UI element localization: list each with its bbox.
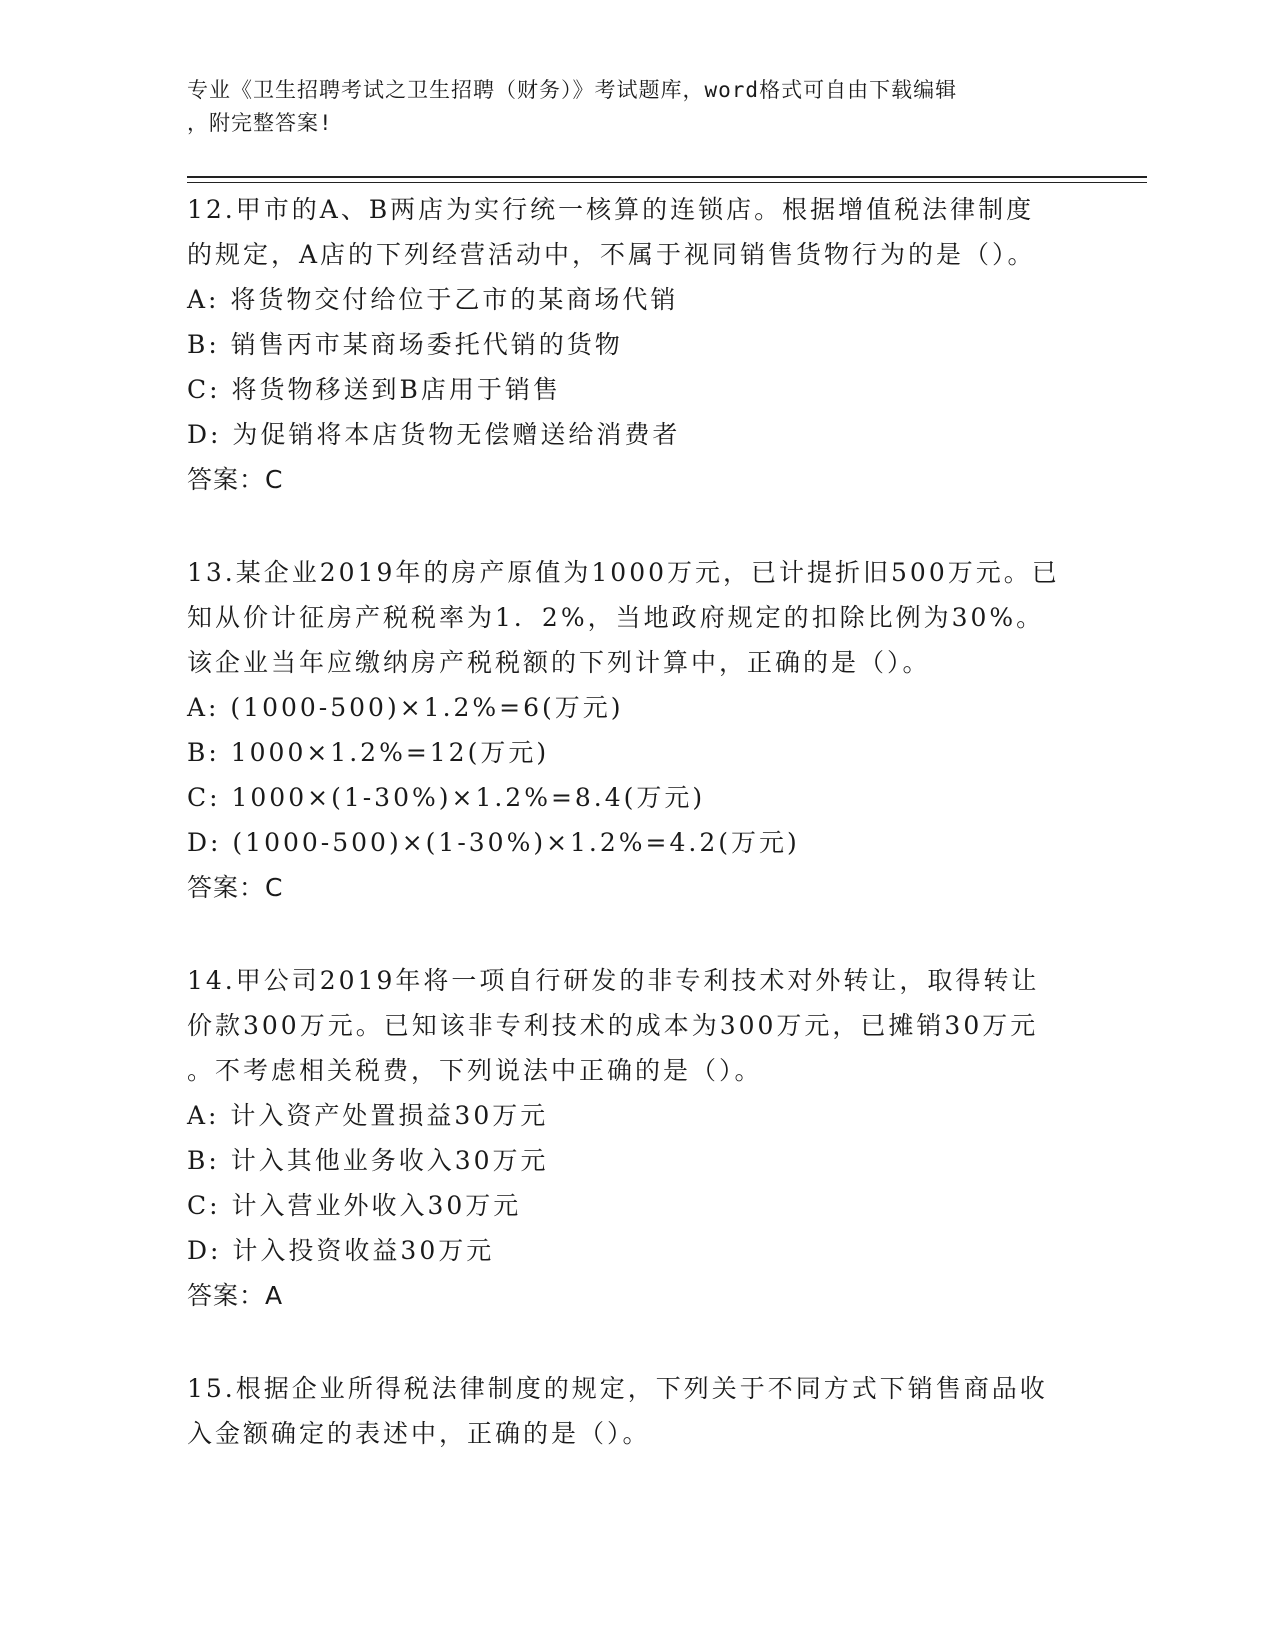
option-a: A: 计入资产处置损益30万元 xyxy=(187,1101,549,1130)
header-divider xyxy=(187,176,1147,178)
option-b: B: 1000×1.2%=12(万元) xyxy=(187,738,550,767)
option-a: A: (1000-500)×1.2%=6(万元) xyxy=(187,693,624,722)
header-line: 专业《卫生招聘考试之卫生招聘（财务）》考试题库，word格式可自由下载编辑 xyxy=(187,78,958,102)
option-b: B: 销售丙市某商场委托代销的货物 xyxy=(187,330,623,359)
option-c: C: 1000×(1-30%)×1.2%=8.4(万元) xyxy=(187,783,706,812)
question-text: 的规定，A店的下列经营活动中，不属于视同销售货物行为的是（）。 xyxy=(187,240,1036,269)
header-divider xyxy=(187,182,1147,183)
question-15 xyxy=(187,1366,1087,1456)
question-12 xyxy=(187,187,1087,502)
question-14 xyxy=(187,958,1087,1318)
question-text: 价款300万元。已知该非专利技术的成本为300万元，已摊销30万元 xyxy=(187,1011,1039,1040)
option-d: D: (1000-500)×(1-30%)×1.2%=4.2(万元) xyxy=(187,828,800,857)
option-d: D: 计入投资收益30万元 xyxy=(187,1236,495,1265)
header-line: ，附完整答案! xyxy=(187,111,333,135)
option-d: D: 为促销将本店货物无偿赠送给消费者 xyxy=(187,420,681,449)
answer: 答案：A xyxy=(187,1281,284,1310)
question-text: 13.某企业2019年的房产原值为1000万元，已计提折旧500万元。已 xyxy=(187,558,1060,587)
question-13 xyxy=(187,550,1087,910)
question-text: 该企业当年应缴纳房产税税额的下列计算中，正确的是（）。 xyxy=(187,648,931,677)
question-text: 15.根据企业所得税法律制度的规定，下列关于不同方式下销售商品收 xyxy=(187,1374,1048,1403)
question-text: 。不考虑相关税费，下列说法中正确的是（）。 xyxy=(187,1056,763,1085)
option-a: A: 将货物交付给位于乙市的某商场代销 xyxy=(187,285,679,314)
option-b: B: 计入其他业务收入30万元 xyxy=(187,1146,549,1175)
question-text: 知从价计征房产税税率为1．2%，当地政府规定的扣除比例为30%。 xyxy=(187,603,1045,632)
question-text: 12.甲市的A、B两店为实行统一核算的连锁店。根据增值税法律制度 xyxy=(187,195,1035,224)
document-header xyxy=(187,74,1067,140)
answer: 答案：C xyxy=(187,465,284,494)
answer: 答案：C xyxy=(187,873,284,902)
question-text: 14.甲公司2019年将一项自行研发的非专利技术对外转让，取得转让 xyxy=(187,966,1040,995)
option-c: C: 将货物移送到B店用于销售 xyxy=(187,375,561,404)
option-c: C: 计入营业外收入30万元 xyxy=(187,1191,522,1220)
question-text: 入金额确定的表述中，正确的是（）。 xyxy=(187,1419,651,1448)
